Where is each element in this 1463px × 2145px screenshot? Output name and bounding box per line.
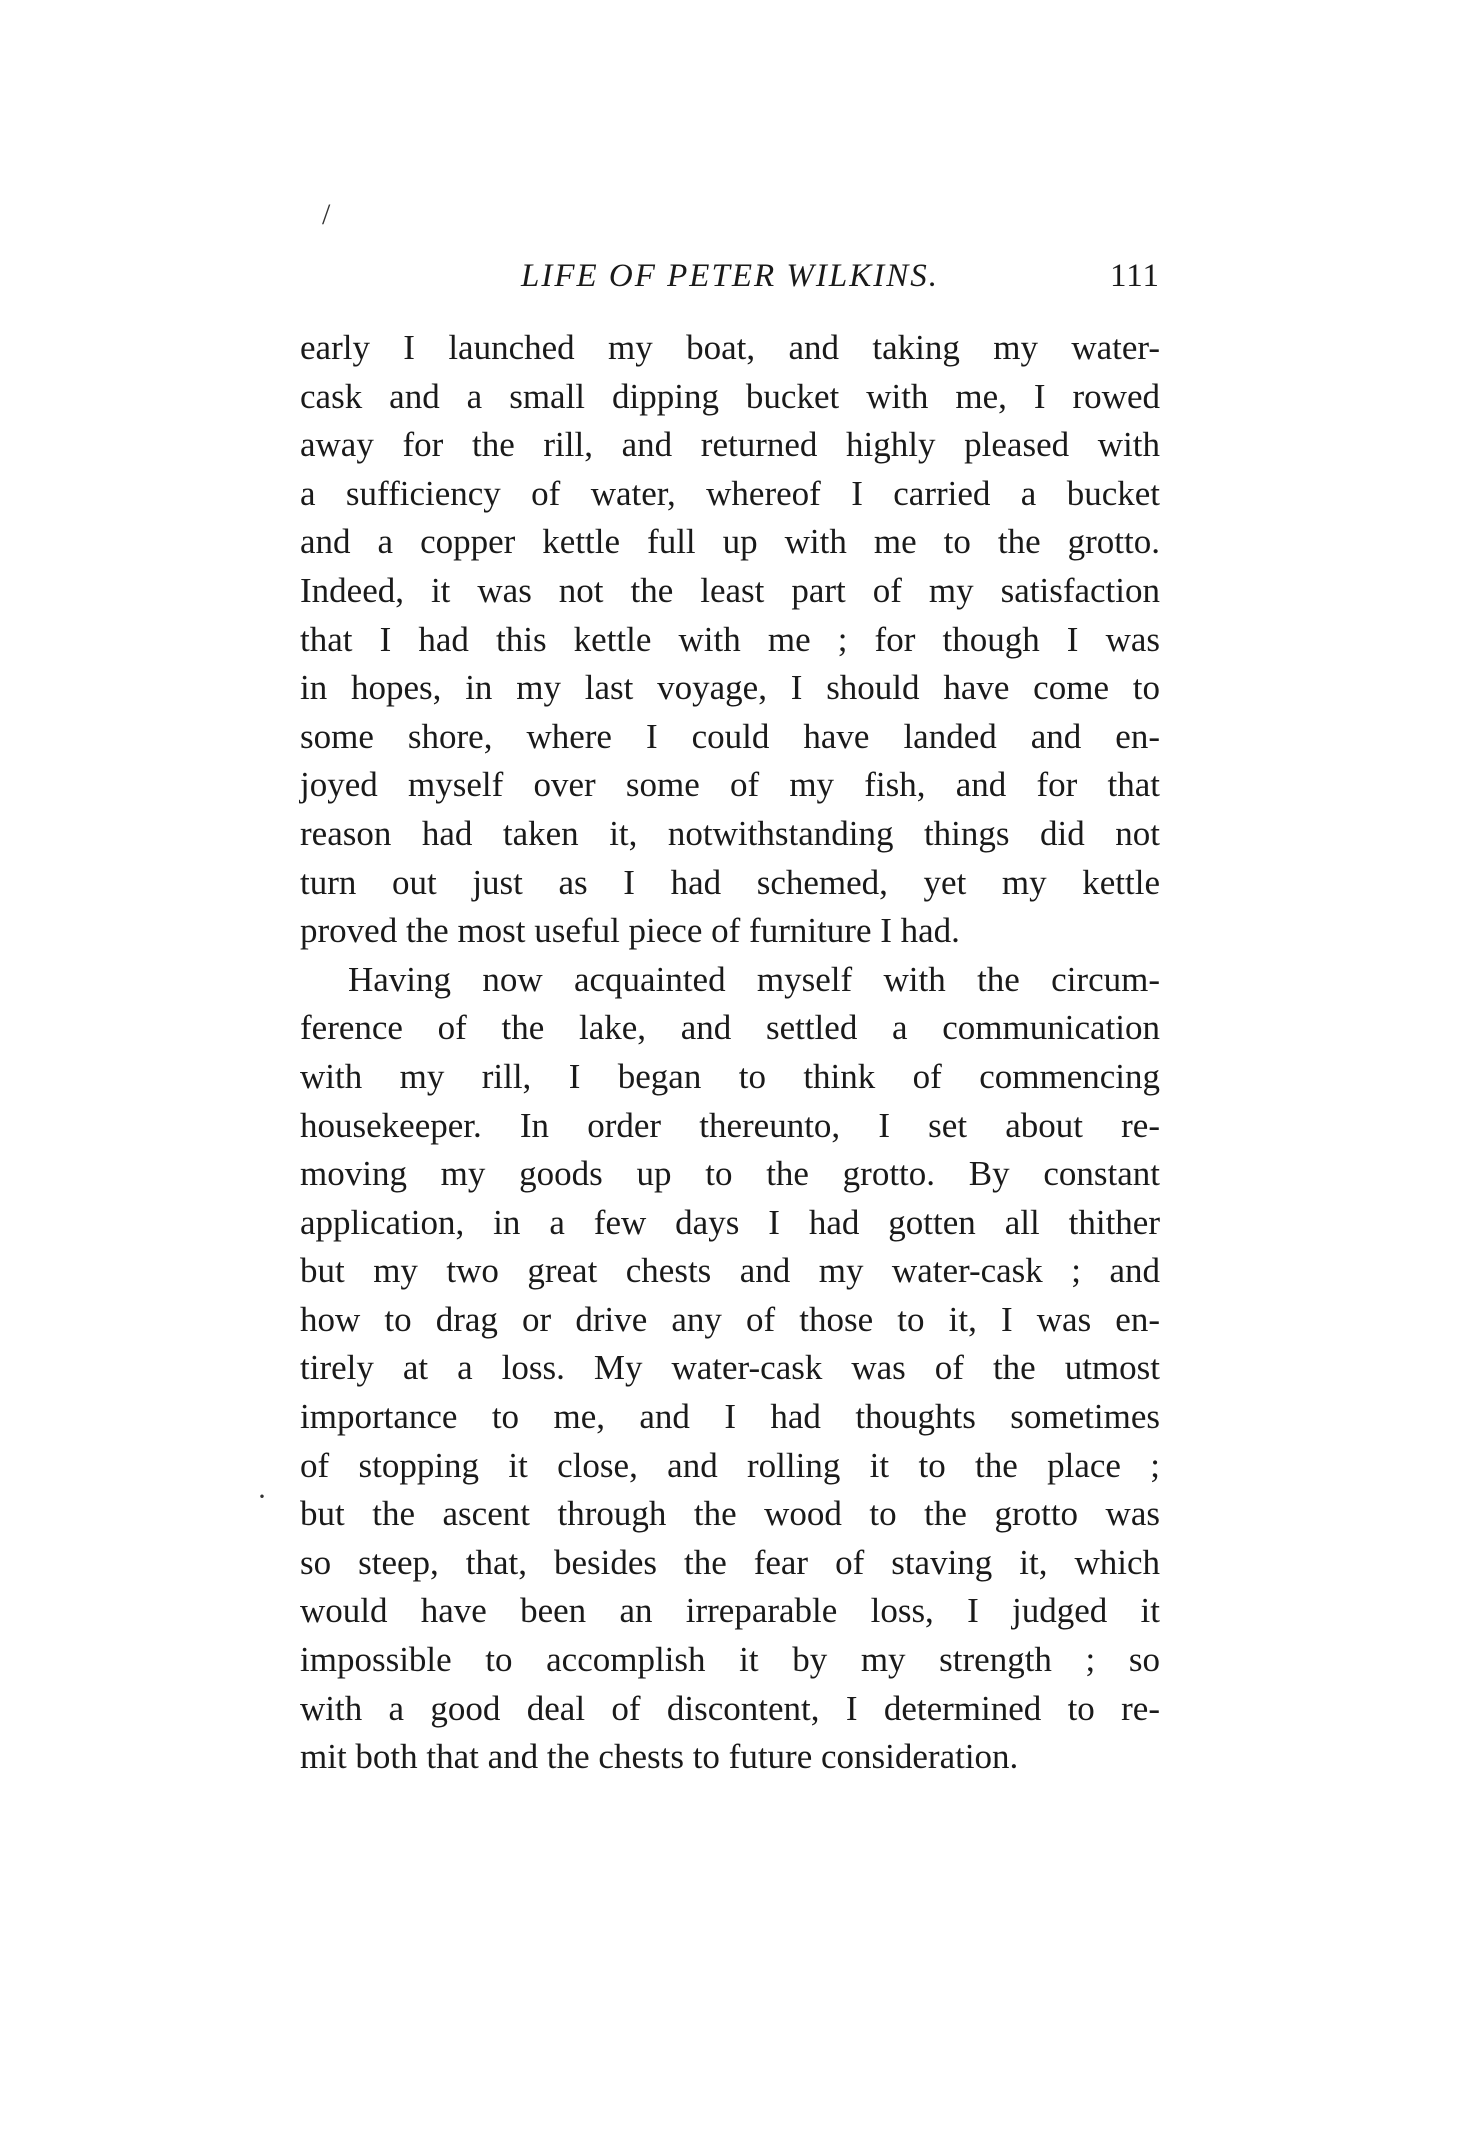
paragraph-1 <box>300 324 1160 956</box>
text-line: application, in a few days I had gotten all thither <box>300 1202 1160 1242</box>
text-line: moving my goods up to the grotto. By constant <box>300 1154 1160 1194</box>
text-line: impossible to accomplish it by my strength ; so <box>300 1640 1160 1680</box>
text-line: turn out just as I had schemed, yet my kettle <box>300 862 1160 902</box>
text-line: early I launched my boat, and taking my water- <box>300 328 1160 367</box>
text-line: mit both that and the chests to future consideration. <box>300 1737 1019 1777</box>
text-line: away for the rill, and returned highly pleased with <box>300 425 1160 465</box>
text-line: with my rill, I began to think of commencing <box>300 1056 1160 1096</box>
text-line: but my two great chests and my water-cask ; and <box>300 1251 1160 1291</box>
text-line: so steep, that, besides the fear of staving it, which <box>300 1542 1160 1582</box>
text-line: reason had taken it, notwithstanding things did not <box>300 813 1160 853</box>
text-line: joyed myself over some of my fish, and for that <box>300 765 1160 805</box>
text-line: cask and a small dipping bucket with me, I rowed <box>300 376 1160 416</box>
text-line: tirely at a loss. My water-cask was of the utmost <box>300 1348 1160 1388</box>
text-line: housekeeper. In order thereunto, I set about re- <box>300 1105 1160 1145</box>
text-line: ference of the lake, and settled a communication <box>300 1008 1160 1048</box>
text-line: how to drag or drive any of those to it, I was en- <box>300 1299 1160 1339</box>
margin-mark: / <box>322 198 331 231</box>
text-line: a sufficiency of water, whereof I carried a bucket <box>300 473 1160 513</box>
text-line: and a copper kettle full up with me to the grotto. <box>300 522 1160 562</box>
running-title: LIFE OF PETER WILKINS. <box>521 258 939 294</box>
text-line: with a good deal of discontent, I determined to re- <box>300 1688 1160 1728</box>
text-line: Having now acquainted myself with the circum- <box>348 959 1160 999</box>
running-head <box>300 258 1160 298</box>
text-line: in hopes, in my last voyage, I should have come to <box>300 668 1160 708</box>
paragraph-2 <box>300 956 1160 1782</box>
text-line: Indeed, it was not the least part of my satisfaction <box>300 570 1160 610</box>
margin-dot: · <box>257 1480 267 1513</box>
page-number: 111 <box>1109 258 1160 294</box>
text-line: some shore, where I could have landed and en- <box>300 716 1160 756</box>
body-text <box>300 324 1160 1782</box>
text-line: proved the most useful piece of furniture I had. <box>300 911 960 951</box>
text-line: but the ascent through the wood to the grotto was <box>300 1494 1160 1534</box>
text-line: that I had this kettle with me ; for though I was <box>300 619 1160 659</box>
text-line: of stopping it close, and rolling it to the place ; <box>300 1445 1160 1485</box>
text-line: importance to me, and I had thoughts sometimes <box>300 1397 1160 1437</box>
text-line: would have been an irreparable loss, I judged it <box>300 1591 1160 1631</box>
